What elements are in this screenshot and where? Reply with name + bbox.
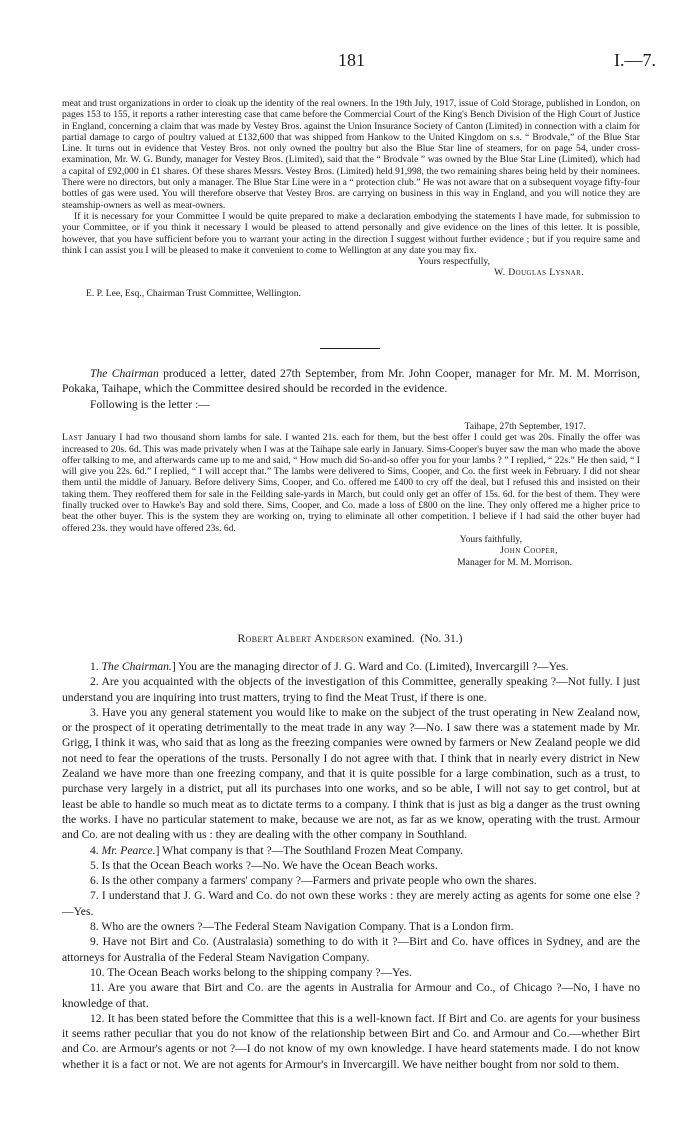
letter-place-date: Taihape, 27th September, 1917. [464,421,586,432]
page-header [0,50,700,80]
letter-signature: W. Douglas Lysnar. [494,267,584,279]
letter-signature: John Cooper, [500,545,558,557]
lysnar-letter [62,98,640,299]
question-text: Is the other company a farmers' company ?—Farmers and private people who own the shares. [101,874,537,888]
question-number: 8. [90,920,102,934]
letter-lead-word: Last [62,432,83,444]
chairman-label: The Chairman [90,367,159,380]
cooper-letter [62,421,640,568]
signature-line [62,545,640,556]
question-number: 3. [90,705,102,719]
letter-closing: Yours faithfully, [459,533,522,545]
question-text: Have not Birt and Co. (Australasia) something to do with it ?—Birt and Co. have offices in Sydney, and are the attorneys for Australia of the Federal Steam Navigation Company. [62,935,640,964]
question-paragraph [62,980,640,1011]
letter-body-text: January I had two thousand shorn lambs for sale. I wanted 21s. each for them, but the best offer I could get was 20s. Finally the offer was increased to 20s. 6d. This was made privately when I was at the Taihape sale early in January. Sims-Cooper's buyer saw the man who made the above offer talking to me, and afterwards came up to me and said, “ How much did So-and-so offer you for your lambs ? ” I replied, “ 22s.” He then said, “ I will give you 22s. 6d.” I replied, “ I will accept that.” The lambs were delivered to Sims, Cooper, and Co. the first week in February. I did not shear them until the middle of January. Before delivery Sims, Cooper, and Co. offered me £400 to cry off the deal, but I refused this and insisted on their taking them. They reoffered them for sale in the Feilding sale-yards in March, but could only get an offer of 15s. 6d. for the best of them. They were finally trucked over to Hawke's Bay and sold there. Sims, Cooper, and Co. made a loss of £800 on the line. They only offered me a higher price to beat the other buyer. This is the system they are working on, trying to eliminate all other competition. I believe if I had said the other buyer had offered 23s. they would have offered 23s. 6d. [62,432,640,534]
letter-closing: Yours respectfully, [418,256,490,268]
question-text: ] You are the managing director of J. G. Ward and Co. (Limited), Invercargill ?—Yes. [171,660,569,673]
section-number: I.—7. [614,50,656,70]
letter-signatory-title: Manager for M. M. Morrison. [457,556,572,568]
question-number: 12. [90,1011,108,1025]
question-paragraph [62,965,640,980]
signature-line [62,267,640,278]
intro-paragraph [62,366,640,397]
following-line: Following is the letter :— [90,397,210,411]
question-text: Have you any general statement you would like to make on the subject of the trust operating in New Zealand now, or the prospect of it operating detrimentally to the meat trade in any way ?—No. I saw there was a statement made by Mr. Grigg, I think it was, who said that as long as the freezing companies were owned by farmers or New Zealand people we did not need to fear the operations of the trusts. Personally I do not agree with that. I think that in nearly every district in New Zealand we have more than one freezing company, and that it is quite possible for a large combination, such as a trust, to purchase very largely in a district, put all its purchases into one works, and so be able, I will not say to get control, but at least be able to handle so much meat as to dictate terms to a company. I think that is just as big a danger as the trust owning the works. I have no particular statement to make, because we are not, as far as we know, operating with the trust. Armour and Co. are not dealing with us : they are dealing with the other company in Southland. [62,705,641,842]
examination-heading [0,632,700,645]
question-text: The Ocean Beach works belong to the shipping company ?—Yes. [107,965,412,979]
letter-paragraph: meat and trust organizations in order to cloak up the identity of the real owners. In the 19th July, 1917, issue of Cold Storage, published in London, on pages 153 to 155, it reports a rather interesting case that came before the Commercial Court of the King's Bench Division of the High Court of Justice in England, concerning a claim that was made by Vestey Bros. against the Union Insurance Society of Canton (Limited) in connection with a claim for partial damage to cargo of poultry valued at £132,600 that was shipped from Hankow to the United Kingdom on s.s. “ Brodvale,” of the Blue Star Line. It turns out in evidence that Vestey Bros. not only owned the poultry but also the Blue Star line of steamers, for on page 54, under cross-examination, Mr. W. G. Bundy, manager for Vestey Bros. (Limited), said that the “ Brodvale ” was owned by the Blue Star Line (Limited), which had a capital of £92,000 in £1 shares. Of these shares Messrs. Vestey Bros. (Limited) held 91,998, the two remaining shares being held by their nominees. There were no directors, but only a manager. The Blue Star Line were in a “ protection club.” He was not aware that on a subsequent voyage fifty-four bottles of gas were used. You will therefore observe that Vestey Bros. are carrying on business in this way in England, and you will notice they are steamship-owners as well as meat-owners. [62,98,640,211]
question-number: 4. [90,843,102,857]
question-text: Are you aware that Birt and Co. are the agents in Australia for Armour and Co., of Chicago ?—No, I have no knowledge of that. [62,981,640,1010]
examination-number: (No. 31.) [420,632,463,645]
page-number: 181 [338,50,365,70]
examination-questions [62,659,640,1072]
question-number: 1. [90,660,102,673]
question-text: Is that the Ocean Beach works ?—No. We have the Ocean Beach works. [101,858,438,872]
question-paragraph [62,705,640,843]
question-text: ] What company is that ?—The Southland Frozen Meat Company. [155,843,464,857]
cooper-intro [62,366,640,412]
question-text: I understand that J. G. Ward and Co. do not own these works : they are merely acting as agents for some one else ?—Yes. [62,889,641,918]
question-paragraph [62,934,640,965]
examined-label: examined. [363,632,415,645]
question-paragraph [62,858,640,873]
question-number: 2. [90,675,102,689]
question-paragraph [62,888,640,919]
question-text: It has been stated before the Committee that this is a well-known fact. If Birt and Co. are agents for your business it seems rather peculiar that you do not know of the relationship between Birt and Co. and Armour and Co.—whether Birt and Co. are Armour's agents or not ?—I do not know of my own knowledge. I have heard statements made. I do not know whether it is a fact or not. We are not agents for Armour's in Invercargill. We have neither bought from nor sold to them. [62,1011,641,1071]
question-text: Are you acquainted with the objects of the investigation of this Committee, generally speaking ?—Not fully. I just understand you are inquiring into trust matters, trying to find the Meat Trust, if there is one. [62,675,640,704]
speaker-label: Mr. Pearce. [101,843,156,857]
question-paragraph [62,659,640,674]
question-number: 11. [90,981,108,995]
question-number: 6. [90,874,102,888]
question-paragraph [62,843,640,858]
letter-paragraph: If it is necessary for your Committee I would be quite prepared to make a declaration embodying the statements I have made, for submission to your Committee, or if you think it necessary I would be pleased to attend personally and give evidence on the lines of this letter. It is possible, however, that you have sufficient before you to warrant your acting in the direction I suggest without further evidence ; but if you require same and think I can assist you I will be pleased to make it convenient to come to Wellington at any date you may fix. [62,210,640,256]
question-paragraph [62,919,640,934]
question-number: 10. [90,965,108,979]
question-text: Who are the owners ?—The Federal Steam Navigation Company. That is a London firm. [101,920,514,934]
spacer [62,279,640,288]
question-paragraph [62,674,640,705]
intro-text: produced a letter, dated 27th September, from Mr. John Cooper, manager for Mr. M. M. Morrison, Pokaka, Taihape, which the Committee desired should be recorded in the evidence. [62,367,640,396]
witness-name: Robert Albert Anderson [237,632,364,645]
question-paragraph [62,1011,640,1072]
question-number: 9. [90,935,103,949]
question-number: 7. [90,889,102,903]
section-divider [320,348,380,349]
question-number: 5. [90,858,102,872]
letter-addressee: E. P. Lee, Esq., Chairman Trust Committee, Wellington. [86,287,301,299]
speaker-label: The Chairman. [101,660,172,673]
cooper-letter-body [62,432,640,534]
question-paragraph [62,873,640,888]
